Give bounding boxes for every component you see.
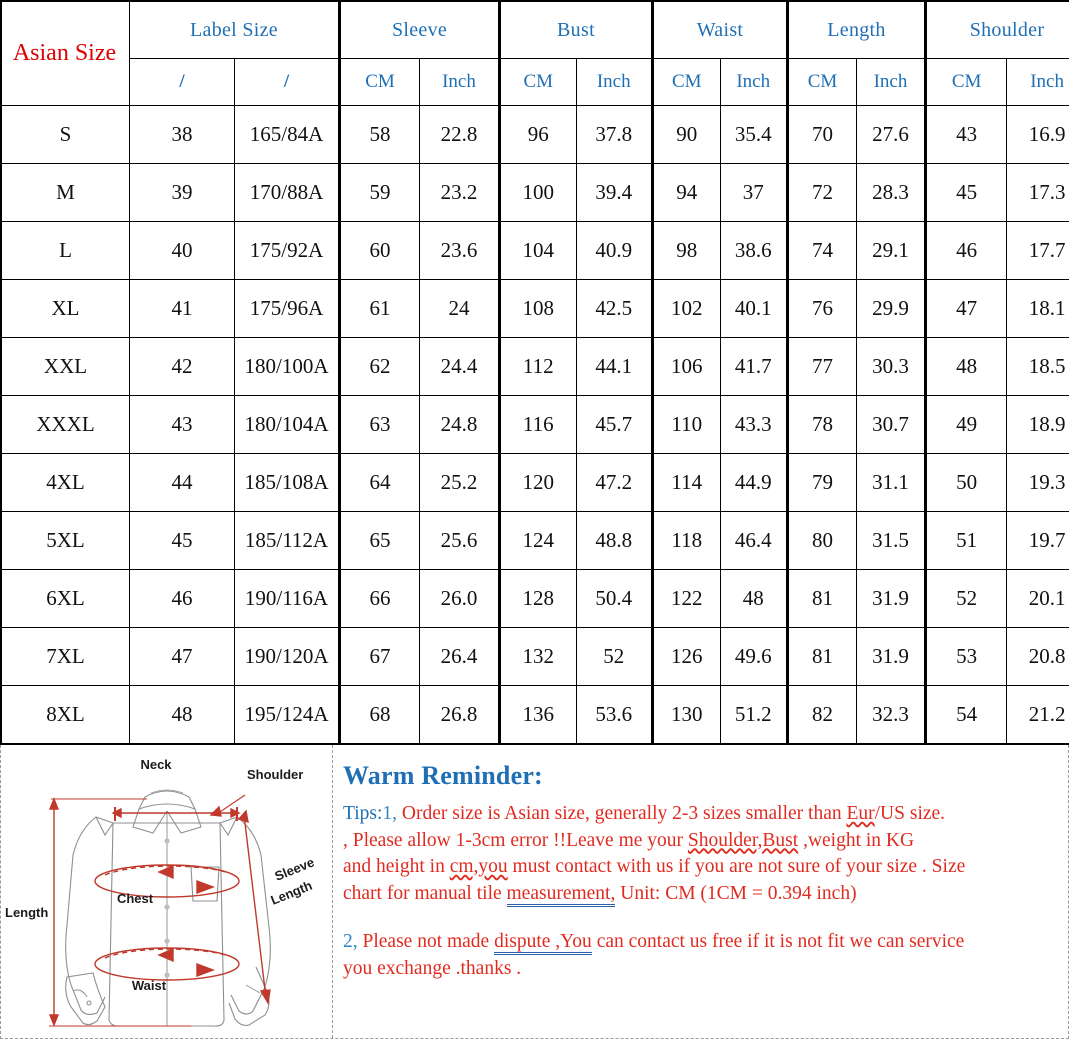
subheader-sleeve-inch: Inch: [420, 59, 500, 106]
cell-sleeve-cm: 65: [340, 512, 420, 570]
cell-length-cm: 79: [788, 454, 857, 512]
cell-shoulder-inch: 20.1: [1007, 570, 1069, 628]
cell-label-code: 180/104A: [235, 396, 340, 454]
bottom-panel: [0, 745, 1069, 1039]
cell-bust-inch: 45.7: [576, 396, 653, 454]
cell-length-cm: 82: [788, 686, 857, 745]
reminder-line-2b: ,weight in KG: [798, 830, 914, 851]
cell-waist-cm: 90: [653, 106, 721, 164]
tips-key: Tips:: [343, 803, 382, 824]
cell-waist-cm: 106: [653, 338, 721, 396]
cell-label-code: 180/100A: [235, 338, 340, 396]
cell-shoulder-inch: 18.9: [1007, 396, 1069, 454]
reminder-line-1: [343, 801, 1060, 828]
cell-bust-inch: 44.1: [576, 338, 653, 396]
cell-sleeve-inch: 24: [420, 280, 500, 338]
cell-size: XL: [1, 280, 130, 338]
cell-sleeve-cm: 63: [340, 396, 420, 454]
cell-shoulder-inch: 21.2: [1007, 686, 1069, 745]
cell-waist-inch: 35.4: [720, 106, 788, 164]
cell-sleeve-cm: 58: [340, 106, 420, 164]
cell-length-inch: 31.1: [857, 454, 926, 512]
table-row: [1, 280, 1069, 338]
cell-waist-cm: 98: [653, 222, 721, 280]
cell-label-num: 41: [130, 280, 235, 338]
cell-waist-inch: 48: [720, 570, 788, 628]
cell-shoulder-inch: 16.9: [1007, 106, 1069, 164]
cell-waist-cm: 114: [653, 454, 721, 512]
cell-length-inch: 27.6: [857, 106, 926, 164]
cell-shoulder-cm: 51: [926, 512, 1007, 570]
cell-size: S: [1, 106, 130, 164]
cell-shoulder-cm: 50: [926, 454, 1007, 512]
cell-length-inch: 29.1: [857, 222, 926, 280]
cell-shoulder-cm: 52: [926, 570, 1007, 628]
subheader-shoulder-cm: CM: [926, 59, 1007, 106]
cell-sleeve-inch: 25.2: [420, 454, 500, 512]
cell-sleeve-inch: 23.6: [420, 222, 500, 280]
reminder-line-1b: /US size.: [875, 803, 945, 824]
table-row: [1, 628, 1069, 686]
cell-sleeve-inch: 24.4: [420, 338, 500, 396]
cell-label-code: 185/108A: [235, 454, 340, 512]
cell-size: 5XL: [1, 512, 130, 570]
cell-waist-inch: 49.6: [720, 628, 788, 686]
cell-waist-cm: 130: [653, 686, 721, 745]
cell-shoulder-cm: 49: [926, 396, 1007, 454]
cell-bust-inch: 37.8: [576, 106, 653, 164]
cell-shoulder-cm: 48: [926, 338, 1007, 396]
cell-waist-inch: 44.9: [720, 454, 788, 512]
subheader-bust-cm: CM: [500, 59, 577, 106]
cell-sleeve-inch: 26.8: [420, 686, 500, 745]
cell-sleeve-cm: 68: [340, 686, 420, 745]
diagram-label-shoulder: Shoulder: [247, 767, 303, 782]
table-head: [1, 1, 1069, 106]
cell-length-inch: 28.3: [857, 164, 926, 222]
cell-shoulder-cm: 46: [926, 222, 1007, 280]
cell-size: 8XL: [1, 686, 130, 745]
subheader-length-inch: Inch: [857, 59, 926, 106]
cell-label-code: 195/124A: [235, 686, 340, 745]
table-row: [1, 512, 1069, 570]
cell-sleeve-inch: 22.8: [420, 106, 500, 164]
cell-length-inch: 30.7: [857, 396, 926, 454]
cell-waist-cm: 110: [653, 396, 721, 454]
reminder-line-1a: Order size is Asian size, generally 2-3 sizes smaller than: [397, 803, 846, 824]
diagram-label-neck: Neck: [140, 757, 172, 772]
cell-length-inch: 29.9: [857, 280, 926, 338]
reminder-line-5u: dispute ,You: [494, 931, 592, 955]
reminder-line-3u: cm,you: [450, 856, 508, 877]
cell-shoulder-inch: 17.3: [1007, 164, 1069, 222]
reminder-line-1u: Eur: [846, 803, 874, 824]
cell-bust-cm: 132: [500, 628, 577, 686]
cell-label-code: 170/88A: [235, 164, 340, 222]
reminder-line-6: you exchange .thanks .: [343, 956, 1060, 983]
cell-bust-inch: 42.5: [576, 280, 653, 338]
cell-label-num: 44: [130, 454, 235, 512]
cell-length-cm: 80: [788, 512, 857, 570]
diagram-label-waist: Waist: [132, 978, 167, 993]
cell-length-inch: 31.5: [857, 512, 926, 570]
subheader-bust-inch: Inch: [576, 59, 653, 106]
cell-shoulder-inch: 18.1: [1007, 280, 1069, 338]
cell-bust-cm: 116: [500, 396, 577, 454]
cell-length-cm: 81: [788, 570, 857, 628]
reminder-line-4: [343, 881, 1060, 908]
cell-length-inch: 31.9: [857, 570, 926, 628]
shirt-diagram-svg: [1, 745, 333, 1037]
table-row: [1, 396, 1069, 454]
cell-length-cm: 78: [788, 396, 857, 454]
cell-shoulder-inch: 20.8: [1007, 628, 1069, 686]
table-row: [1, 106, 1069, 164]
cell-label-code: 190/120A: [235, 628, 340, 686]
cell-label-code: 190/116A: [235, 570, 340, 628]
cell-shoulder-cm: 43: [926, 106, 1007, 164]
cell-shoulder-inch: 18.5: [1007, 338, 1069, 396]
cell-bust-cm: 104: [500, 222, 577, 280]
table-row: [1, 222, 1069, 280]
cell-bust-cm: 120: [500, 454, 577, 512]
cell-waist-inch: 38.6: [720, 222, 788, 280]
cell-sleeve-cm: 62: [340, 338, 420, 396]
cell-size: XXXL: [1, 396, 130, 454]
subheader-waist-cm: CM: [653, 59, 721, 106]
table-group-header-row: [1, 1, 1069, 59]
group-header-shoulder: Shoulder: [926, 1, 1069, 59]
cell-sleeve-cm: 67: [340, 628, 420, 686]
group-header-sleeve: Sleeve: [340, 1, 500, 59]
subheader-length-cm: CM: [788, 59, 857, 106]
group-header-waist: Waist: [653, 1, 788, 59]
cell-length-cm: 77: [788, 338, 857, 396]
cell-sleeve-cm: 59: [340, 164, 420, 222]
cell-bust-cm: 112: [500, 338, 577, 396]
group-header-label-size: Label Size: [130, 1, 340, 59]
diagram-label-sleeve: Sleeve: [273, 854, 317, 883]
reminder-line-2a: , Please allow 1-3cm error !!Leave me your: [343, 830, 688, 851]
subheader-shoulder-inch: Inch: [1007, 59, 1069, 106]
cell-label-num: 43: [130, 396, 235, 454]
diagram-label-sleeve-length: Length: [269, 878, 315, 908]
group-header-length: Length: [788, 1, 926, 59]
cell-bust-inch: 39.4: [576, 164, 653, 222]
cell-bust-inch: 52: [576, 628, 653, 686]
cell-label-num: 48: [130, 686, 235, 745]
cell-size: 4XL: [1, 454, 130, 512]
cell-bust-cm: 96: [500, 106, 577, 164]
cell-bust-cm: 128: [500, 570, 577, 628]
cell-waist-cm: 118: [653, 512, 721, 570]
subheader-sleeve-cm: CM: [340, 59, 420, 106]
cell-waist-inch: 43.3: [720, 396, 788, 454]
cell-bust-inch: 53.6: [576, 686, 653, 745]
cell-length-cm: 74: [788, 222, 857, 280]
cell-sleeve-cm: 64: [340, 454, 420, 512]
cell-length-cm: 81: [788, 628, 857, 686]
cell-length-cm: 70: [788, 106, 857, 164]
cell-waist-cm: 94: [653, 164, 721, 222]
cell-length-cm: 72: [788, 164, 857, 222]
table-row: [1, 454, 1069, 512]
corner-asian-size-label: Asian Size: [13, 40, 116, 67]
corner-asian-size: [1, 1, 130, 106]
cell-waist-cm: 102: [653, 280, 721, 338]
cell-length-inch: 31.9: [857, 628, 926, 686]
subheader-label-size-slash-2: /: [235, 59, 340, 106]
cell-waist-cm: 122: [653, 570, 721, 628]
cell-label-num: 47: [130, 628, 235, 686]
cell-shoulder-cm: 47: [926, 280, 1007, 338]
reminder-line-2u: Shoulder,Bust: [688, 830, 798, 851]
cell-size: 6XL: [1, 570, 130, 628]
reminder-para2-number: 2,: [343, 931, 358, 952]
cell-sleeve-cm: 61: [340, 280, 420, 338]
cell-bust-inch: 40.9: [576, 222, 653, 280]
table-body: [1, 106, 1069, 745]
reminder-line-3: [343, 854, 1060, 881]
cell-length-inch: 32.3: [857, 686, 926, 745]
cell-sleeve-cm: 60: [340, 222, 420, 280]
diagram-label-length: Length: [5, 905, 48, 920]
cell-sleeve-inch: 23.2: [420, 164, 500, 222]
warm-reminder-panel: [333, 745, 1068, 1038]
shirt-measurement-diagram: [1, 745, 333, 1038]
cell-shoulder-cm: 45: [926, 164, 1007, 222]
cell-waist-inch: 37: [720, 164, 788, 222]
cell-shoulder-inch: 19.7: [1007, 512, 1069, 570]
subheader-waist-inch: Inch: [720, 59, 788, 106]
cell-shoulder-cm: 54: [926, 686, 1007, 745]
table-row: [1, 164, 1069, 222]
cell-sleeve-inch: 26.0: [420, 570, 500, 628]
group-header-bust: Bust: [500, 1, 653, 59]
cell-size: 7XL: [1, 628, 130, 686]
cell-label-code: 175/92A: [235, 222, 340, 280]
cell-bust-inch: 50.4: [576, 570, 653, 628]
reminder-line-3a: and height in: [343, 856, 450, 877]
cell-label-code: 185/112A: [235, 512, 340, 570]
diagram-label-chest: Chest: [117, 891, 154, 906]
cell-size: XXL: [1, 338, 130, 396]
cell-bust-inch: 47.2: [576, 454, 653, 512]
subheader-label-size-slash-1: /: [130, 59, 235, 106]
cell-sleeve-cm: 66: [340, 570, 420, 628]
reminder-line-4a: chart for manual tile: [343, 883, 507, 904]
reminder-line-3b: must contact with us if you are not sure of your size . Size: [508, 856, 966, 877]
cell-waist-inch: 51.2: [720, 686, 788, 745]
reminder-line-4u: measurement,: [507, 883, 616, 907]
cell-waist-cm: 126: [653, 628, 721, 686]
tips-number: 1,: [382, 803, 397, 824]
reminder-line-2: [343, 828, 1060, 855]
cell-waist-inch: 40.1: [720, 280, 788, 338]
table-row: [1, 338, 1069, 396]
cell-bust-cm: 100: [500, 164, 577, 222]
table-row: [1, 570, 1069, 628]
cell-sleeve-inch: 25.6: [420, 512, 500, 570]
cell-sleeve-inch: 24.8: [420, 396, 500, 454]
table-subheader-row: [1, 59, 1069, 106]
cell-bust-inch: 48.8: [576, 512, 653, 570]
cell-waist-inch: 41.7: [720, 338, 788, 396]
cell-waist-inch: 46.4: [720, 512, 788, 570]
reminder-line-5a: Please not made: [358, 931, 494, 952]
cell-length-cm: 76: [788, 280, 857, 338]
cell-label-num: 38: [130, 106, 235, 164]
cell-size: L: [1, 222, 130, 280]
cell-label-num: 45: [130, 512, 235, 570]
table-row: [1, 686, 1069, 745]
cell-shoulder-inch: 17.7: [1007, 222, 1069, 280]
cell-label-code: 165/84A: [235, 106, 340, 164]
cell-bust-cm: 108: [500, 280, 577, 338]
cell-length-inch: 30.3: [857, 338, 926, 396]
warm-reminder-heading: Warm Reminder:: [343, 761, 1060, 791]
cell-size: M: [1, 164, 130, 222]
reminder-line-4b: Unit: CM (1CM = 0.394 inch): [615, 883, 856, 904]
cell-label-code: 175/96A: [235, 280, 340, 338]
cell-shoulder-cm: 53: [926, 628, 1007, 686]
cell-label-num: 46: [130, 570, 235, 628]
reminder-line-5b: can contact us free if it is not fit we can service: [592, 931, 965, 952]
cell-label-num: 39: [130, 164, 235, 222]
cell-bust-cm: 124: [500, 512, 577, 570]
cell-label-num: 42: [130, 338, 235, 396]
cell-shoulder-inch: 19.3: [1007, 454, 1069, 512]
cell-bust-cm: 136: [500, 686, 577, 745]
reminder-line-5: [343, 929, 1060, 956]
cell-sleeve-inch: 26.4: [420, 628, 500, 686]
cell-label-num: 40: [130, 222, 235, 280]
